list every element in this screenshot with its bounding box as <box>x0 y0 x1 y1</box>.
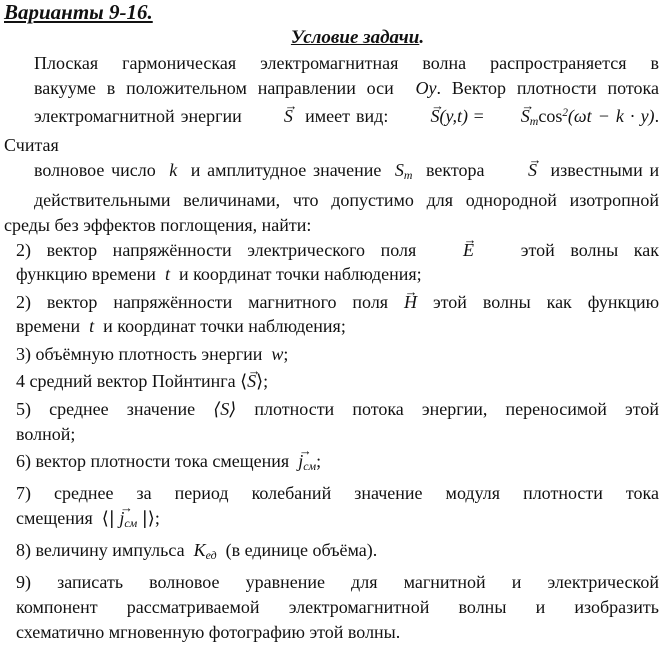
task-condition-title: Условие задачи <box>290 27 420 48</box>
amplitude-sm: $S_m$ <box>394 160 413 183</box>
intro-line-2: вакууме в положительном направлении оси Oy. Вектор плотности потока <box>34 77 659 98</box>
wave-number-k: k <box>169 160 178 181</box>
task-item-displacement-current: 6) вектор плотности тока смещения → $j_{см}$; <box>16 449 659 479</box>
problem-statement <box>4 51 659 238</box>
task-item-mean-energy-flux: 5) среднее значение ⟨S⟩ плотности потока энергии, переносимой этой волной; <box>16 398 659 444</box>
energy-density-w: w <box>271 343 284 364</box>
intro-line-5: действительными величинами, что допустимо для однородной изотропной <box>34 190 659 211</box>
task-item-mean-poynting: 4 средний вектор Пойнтинга ⟨→ S⟩; <box>16 369 659 395</box>
task-item-magnetic-field: 2) вектор напряжённости магнитного поля → H этой волны как функцию времени t и координат точки наблюдения; <box>16 290 659 340</box>
axis-oy: Oy <box>415 77 437 98</box>
intro-line-6: среды без эффектов поглощения, найти: <box>4 214 312 235</box>
task-item-wave-equation: 9) записать волновое уравнение для магнитной и электрической компонент рассматриваемой электромагнитной волны и изобразить схематично мгновенную фотографию этой волны. <box>16 572 659 642</box>
poynting-formula: → S(y,t) = → $S_m\cos^2(\omega t - k \cdot y)$ <box>401 106 655 126</box>
poynting-vector-symbol: → S <box>254 104 293 129</box>
variants-heading: Варианты 9-16. <box>4 0 153 24</box>
intro-line-4: волновое число k и амплитудное значение $S_m$ вектора → S известными и <box>4 158 659 188</box>
task-item-momentum: 8) величину импульса $K_{ед}$ (в единице объёма). <box>16 540 378 563</box>
intro-line-1: Плоская гармоническая электромагнитная волна распространяется в <box>34 53 659 73</box>
task-item-mean-displacement-modulus: 7) среднее за период колебаний значение модуля плотности тока смещения ⟨| → $j_{см}$ |⟩; <box>16 481 659 536</box>
task-item-energy-density: 3) объёмную плотность энергии w; <box>16 343 289 364</box>
task-item-electric-field: 2) вектор напряжённости электрического поля → E этой волны как функцию времени t и координат точки наблюдения; <box>16 238 659 288</box>
magnetic-field-symbol: → H <box>404 290 417 315</box>
electric-field-symbol: → E <box>463 238 474 263</box>
task-condition-heading: Условие задачи. <box>290 27 425 48</box>
intro-line-3: электромагнитной энергии → S имеет вид: → S(y,t) = → $S_m\cos^2(\omega t - k \cdot y)$. Считая <box>4 101 659 159</box>
task-list <box>16 238 659 645</box>
